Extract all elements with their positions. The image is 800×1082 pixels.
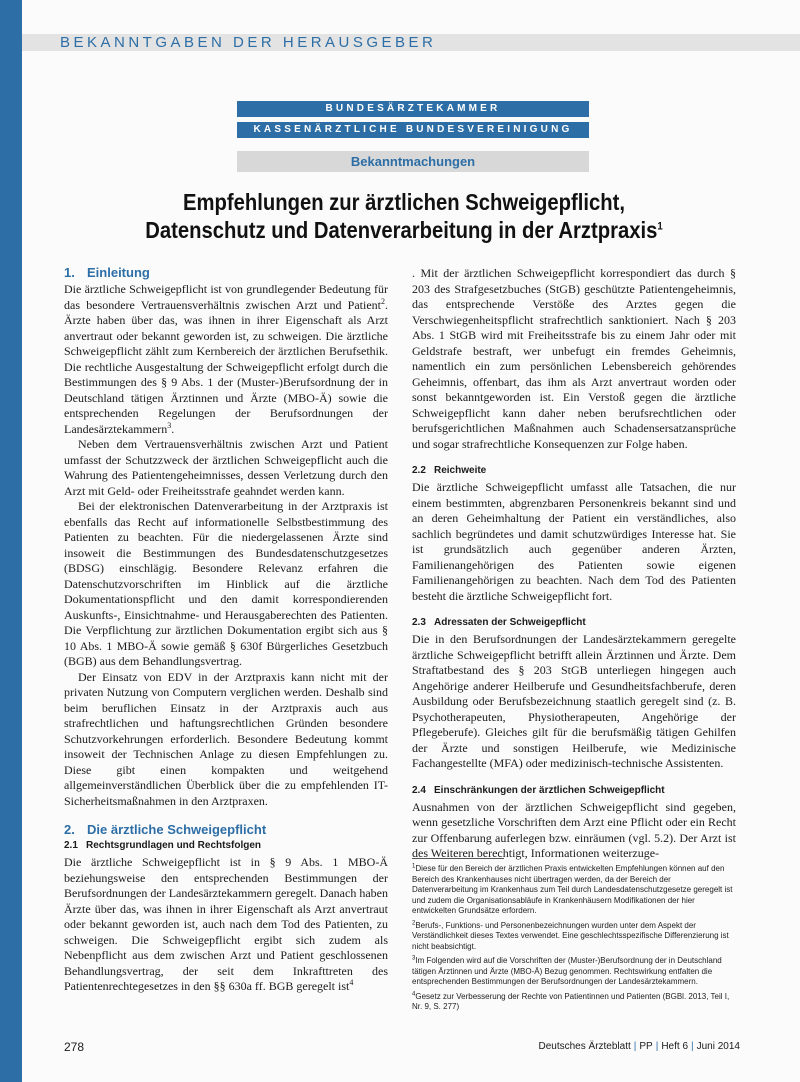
subsection-2-1-text-continued: . Mit der ärztlichen Schweigepflicht korrespondiert das durch § 203 des Strafgesetzbuches (StGB) geschützte Patientengeheimnis, das entsprechende Verstöße des Arztes gegen die Verschwiegenheitspflicht strafrechtlich sanktioniert. Nach § 203 Abs. 1 StGB wird mit Freiheitsstrafe bis zu einem Jahr oder mit Geldstrafe bestraft, wer unbefugt ein fremdes Geheimnis, namentlich ein zum persönlichen Lebensbereich gehörendes Geheimnis, offenbart, das ihm als Arzt anvertraut worden oder sonst bekanntgeworden ist. Ein Verstoß gegen die ärztliche Schweigepflicht kann daher neben berufsrechtlichen oder berufsgerichtlichen Maßnahmen auch Schadensersatzansprüche und sogar strafrechtliche Konsequenzen zur Folge haben. [412,266,736,451]
subsection-2-3-heading [412,616,736,629]
footnote-1 [412,864,738,917]
right-column [412,266,736,862]
section-1-paragraph-1 [64,282,388,437]
subsection-number: 2.3 [412,617,426,628]
section-1-paragraph-2: Neben dem Vertrauensverhältnis zwischen Arzt und Patient umfasst der Schutzzweck der ärztlichen Schweigepflicht auch die Wahrung des Patientengeheimnisses, dessen Verletzung durch den Arzt mit Geld- oder Freiheitsstrafe geahndet werden kann. [64,437,388,498]
journal-date: Juni 2014 [696,1041,740,1052]
subsection-2-2-text: Die ärztliche Schweigepflicht umfasst alle Tatsachen, die nur einem bestimmten, abgrenzbaren Personenkreis bekannt sind und an deren Geheimhaltung der Patient ein verständliches, also sachlich begründetes und damit schutzwürdiges Interesse hat. Sie ist grundsätzlich auch gegenüber anderen Ärzten, Familienangehörigen des Patienten sowie eigenen Familienangehörigen zu beachten. Nach dem Tod des Patienten besteht die ärztliche Schweigepflicht fort. [412,480,736,603]
footnote-number: 4 [412,990,416,997]
title-footnote-ref: 1 [657,220,663,233]
text: . Ärzte haben über das, was ihnen in ihrer Eigenschaft als Arzt anvertraut oder bekannt geworden ist, zu schweigen. Die ärztliche Schweigepflicht zählt zum Kernbereich der ärztlichen Berufsethik. Die rechtliche Ausgestaltung der Schweigepflicht erfolgt durch die Bestimmungen des § 9 Abs. 1 der (Muster-)Berufsordnung der in Deutschland tätigen Ärztinnen und Ärzte (MBO-Ä) sowie die entsprechenden Regelungen der Berufsordnungen der Landesärztekammern [64,297,388,436]
section-2-heading [64,822,388,838]
subsection-title: Adressaten der Schweigepflicht [434,617,586,628]
left-column [64,265,388,995]
footnote-2 [412,921,738,953]
journal-info: Deutsches Ärzteblatt | PP | Heft 6 | Juni 2014 [538,1041,740,1052]
subsection-number: 2.4 [412,784,426,796]
subsection-2-3-text: Die in den Berufsordnungen der Landesärztekammern geregelte ärztliche Schweigepflicht betrifft allein Ärztinnen und Ärzte. Dem Straftatbestand des § 203 StGB unterliegen hingegen auch Angehörige anderer Heilberufe und Gesundheitsfachberufe, deren Ausbildung oder Berufsbezeichnung staatlich geregelt sind (z. B. Psychotherapeuten, Physiotherapeuten, Angehörige der Pflegeberufe). Gleiches gilt für die berufsmäßig tätigen Gehilfen der Ärzte und sonstigen Heilberufe, wie Medizinische Fachangestellte (MFA) oder medizinisch-technische Assistenten. [412,632,736,770]
subsection-2-4-heading [412,784,736,797]
footnote-ref: 4 [349,978,354,987]
section-2-number: 2. [64,822,75,837]
subsection-number: 2.2 [412,465,426,476]
footnotes [412,864,738,1017]
footnote-divider [412,858,504,859]
footnote-number: 1 [412,863,416,870]
footnote-ref: 3 [167,420,172,430]
page-number: 278 [64,1040,85,1054]
text: . [171,421,175,436]
section-1-title: Einleitung [87,265,150,280]
title-line-2: Datenschutz und Datenverarbeitung in der Arztpraxis [145,217,658,243]
subsection-number: 2.1 [64,840,78,851]
section-1-number: 1. [64,265,75,280]
section-2-title: Die ärztliche Schweigepflicht [87,822,267,837]
section-1-paragraph-3: Bei der elektronischen Datenverarbeitung in der Arztpraxis ist ebenfalls das Recht auf informationelle Selbstbestimmung des Patienten zu beachten. Für die niedergelassenen Ärzte sind insoweit die Bestimmungen des Bundesdatenschutzgesetzes (BDSG) einschlägig. Besondere Relevanz erfahren die Datenschutzvorschriften im Hinblick auf die ärztliche Dokumentationspflicht und den damit korrespondierenden Auskunfts-, Einsichtnahme- und Herausgaberechten des Patienten. Die Verpflichtung zur ärztlichen Dokumentation ergibt sich aus § 10 Abs. 1 MBO-Ä sowie gemäß § 630f Bürgerliches Gesetzbuch (BGB) aus dem Behandlungsvertrag. [64,499,388,668]
subsection-2-2-heading [412,464,736,477]
title-line-1: Empfehlungen zur ärztlichen Schweigepflicht, [183,189,625,215]
subsection-2-1-text [64,855,388,995]
banner-org-1: BUNDESÄRZTEKAMMER [237,101,589,117]
text: Die ärztliche Schweigepflicht ist in § 9 Abs. 1 MBO-Ä beziehungsweise den entsprechenden Bestimmungen der Berufsordnungen der Landesärztekammern geregelt. Danach haben Ärzte über das, was ihnen in ihrer Eigenschaft als Arzt anvertraut oder bekannt geworden ist, auch nach dem Tod des Patienten, zu schweigen. Die Schweigepflicht ergibt sich zudem als Nebenpflicht aus dem zwischen Arzt und Patient geschlossenen Behandlungsvertrag, der seit dem Inkrafttreten des Patientenrechtegesetzes in den §§ 630a ff. BGB geregelt ist [64,855,388,993]
subsection-title: Rechtsgrundlagen und Rechtsfolgen [86,840,262,851]
subsection-title: Einschränkungen der ärztlichen Schweigepflicht [434,784,665,796]
footnote-text: Berufs-, Funktions- und Personenbezeichnungen wurden unter dem Aspekt der Verständlichkeit dieses Textes verwendet. Eine geschlechtsspezifische Differenzierung ist nicht beabsichtigt. [412,920,729,951]
subsection-title: Reichweite [434,465,487,476]
journal-issue: Heft 6 [661,1041,689,1052]
footnote-3 [412,956,738,988]
footnote-number: 3 [412,955,416,962]
footnote-number: 2 [412,919,416,926]
left-accent-bar [0,0,22,1082]
footnote-text: Im Folgenden wird auf die Vorschriften der (Muster-)Berufsordnung der in Deutschland tätigen Ärztinnen und Ärzte (MBO-Ä) Bezug genommen. Rechtswirkung entfalten die entsprechenden Bestimmungen der Berufsordnungen der Landesärztekammern. [412,956,722,986]
journal-name: Deutsches Ärzteblatt [538,1041,631,1052]
footnote-ref: 2 [381,296,385,306]
section-1-heading [64,265,388,281]
article-title [101,188,706,244]
subsection-2-4-text: Ausnahmen von der ärztlichen Schweigepflicht sind gegeben, wenn gesetzliche Vorschriften dem Arzt eine Pflicht oder ein Recht zur Offenbarung auferlegen bzw. einräumen (vgl. 5.2). Der Arzt ist des Weiteren berechtigt, Informationen weiterzuge- [412,799,736,860]
section-1-paragraph-4: Der Einsatz von EDV in der Arztpraxis kann nicht mit der privaten Nutzung von Computern verglichen werden. Deshalb sind beim beruflichen Einsatz in der Arztpraxis auch aus strafrechtlichen und haftungsrechtlichen Gründen besondere Schutzvorkehrungen erforderlich. Besondere Bedeutung kommt insoweit der Technischen Anlage zu diesen Empfehlungen zu. Diese gibt einen kompakten und weitgehend allgemeinverständlichen Überblick über die zu empfehlenden IT-Sicherheitsmaßnahmen in den Arztpraxen. [64,669,388,808]
journal-edition: PP [639,1041,653,1052]
footnote-4 [412,992,738,1013]
text: Die ärztliche Schweigepflicht ist von grundlegender Bedeutung für das besondere Vertrauensverhältnis zwischen Arzt und Patient [64,282,388,312]
footnote-text: Diese für den Bereich der ärztlichen Praxis entwickelten Empfehlungen können auf den Bereich des Krankenhauses nicht übertragen werden, da der Bereich der Datenverarbeitung im Krankenhaus zum Teil durch Landesdatenschutzgesetze geregelt ist und zudem die Organisationsabläufe in Krankenhäusern Modifikationen der hier entwickelten Grundsätze erfordern. [412,864,733,915]
section-header: BEKANNTGABEN DER HERAUSGEBER [60,34,437,51]
banner-category: Bekanntmachungen [237,151,589,172]
banner-org-2: KASSENÄRZTLICHE BUNDESVEREINIGUNG [237,122,589,138]
subsection-2-1-heading [64,839,388,852]
footnote-text: Gesetz zur Verbesserung der Rechte von Patientinnen und Patienten (BGBl. 2013, Teil I, Nr. 9, S. 277) [412,991,730,1011]
